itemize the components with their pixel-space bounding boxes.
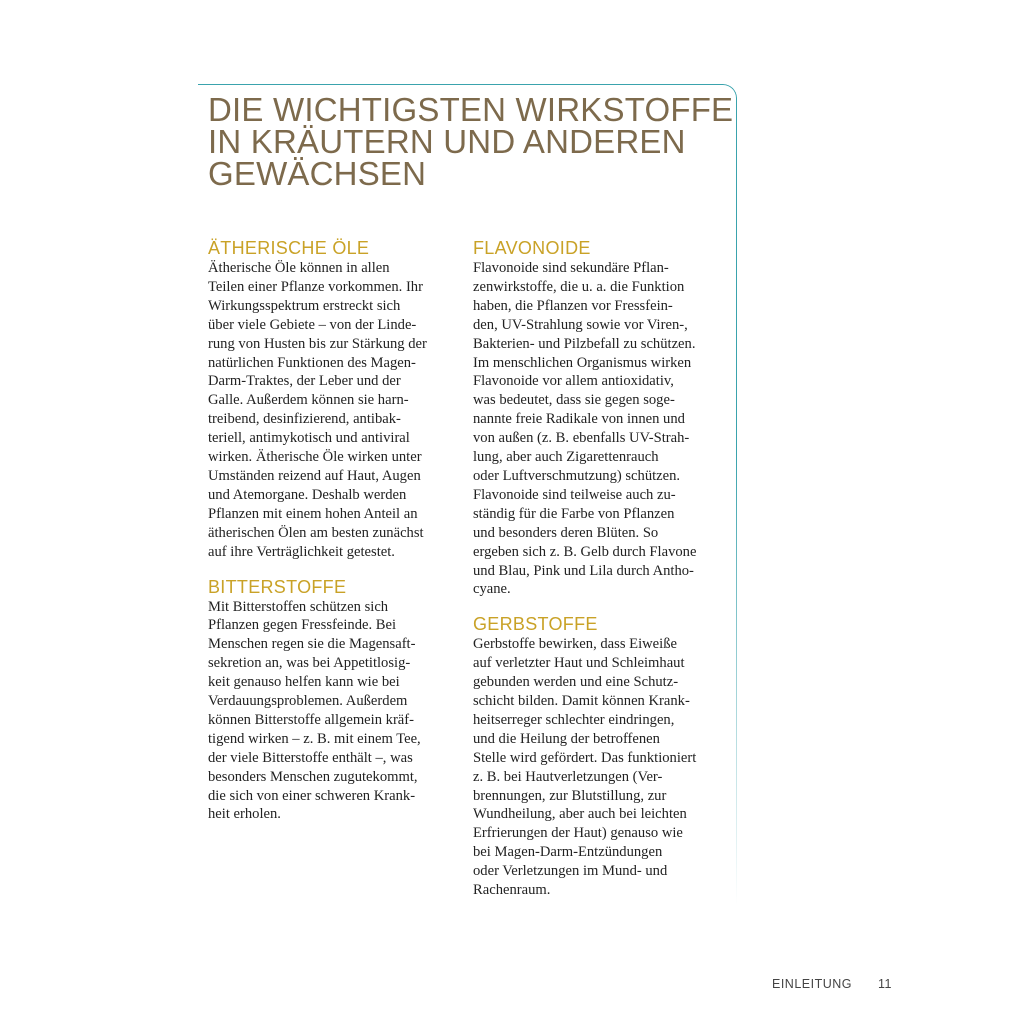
body-line: oder Luftverschmutzung) schützen. (473, 467, 681, 484)
section-body (208, 259, 458, 562)
body-line: Wirkungsspektrum erstreckt sich (208, 297, 401, 314)
body-line: rung von Husten bis zur Stärkung der (208, 335, 427, 352)
body-line: Teilen einer Pflanze vorkommen. Ihr (208, 278, 423, 295)
body-line: die sich von einer schweren Krank- (208, 787, 416, 804)
right-column (473, 237, 723, 914)
section-heading: FLAVONOIDE (473, 238, 591, 258)
body-line: über viele Gebiete – von der Linde- (208, 316, 417, 333)
body-line: natürlichen Funktionen des Magen- (208, 354, 416, 371)
body-line: und besonders deren Blüten. So (473, 524, 659, 541)
body-line: z. B. bei Hautverletzungen (Ver- (473, 768, 663, 785)
body-line: zenwirkstoffe, die u. a. die Funktion (473, 278, 685, 295)
body-line: tigend wirken – z. B. mit einem Tee, (208, 730, 421, 747)
body-line: bei Magen-Darm-Entzündungen (473, 844, 663, 861)
body-line: und die Heilung der betroffenen (473, 730, 660, 747)
body-line: Menschen regen sie die Magensaft- (208, 636, 416, 653)
body-line: keit genauso helfen kann wie bei (208, 674, 400, 691)
body-line: was bedeutet, dass sie gegen soge- (473, 392, 675, 409)
section-heading: BITTERSTOFFE (208, 576, 347, 597)
body-line: Wundheilung, aber auch bei leichten (473, 806, 687, 823)
section-flavonoide (473, 237, 723, 599)
page-title-line: GEWÄCHSEN (208, 155, 427, 192)
body-line: treibend, desinfizierend, antibak- (208, 411, 401, 428)
section-bitterstoffe (208, 576, 458, 825)
body-line: Pflanzen mit einem hohen Anteil an (208, 505, 418, 522)
body-line: Flavonoide sind teilweise auch zu- (473, 486, 676, 503)
body-line: nannte freie Radikale von innen und (473, 411, 685, 428)
body-line: auf ihre Verträglichkeit getestet. (208, 543, 395, 560)
section-gerbstoffe (473, 613, 723, 900)
body-line: auf verletzter Haut und Schleimhaut (473, 655, 685, 672)
left-column (208, 237, 458, 838)
body-line: sekretion an, was bei Appetitlosig- (208, 655, 411, 672)
footer-chapter: EINLEITUNG (772, 977, 853, 991)
body-line: Umständen reizend auf Haut, Augen (208, 467, 421, 484)
body-line: teriell, antimykotisch und antiviral (208, 430, 410, 447)
body-line: von außen (z. B. ebenfalls UV-Strah- (473, 430, 690, 447)
page-title-line: DIE WICHTIGSTEN WIRKSTOFFE (208, 91, 734, 128)
body-line: Flavonoide vor allem antioxidativ, (473, 373, 674, 390)
section-heading: ÄTHERISCHE ÖLE (208, 238, 370, 258)
body-line: schicht bilden. Damit können Krank- (473, 693, 690, 710)
body-line: oder Verletzungen im Mund- und (473, 863, 668, 880)
body-line: Ätherische Öle können in allen (208, 260, 390, 276)
body-line: Erfrierungen der Haut) genauso wie (473, 825, 683, 842)
section-heading: GERBSTOFFE (473, 614, 598, 635)
body-line: brennungen, zur Blutstillung, zur (473, 787, 667, 804)
body-line: lung, aber auch Zigarettenrauch (473, 449, 659, 466)
body-line: Flavonoide sind sekundäre Pflan- (473, 260, 669, 276)
body-line: können Bitterstoffe allgemein kräf- (208, 711, 415, 728)
section-body (473, 635, 723, 900)
body-line: Im menschlichen Organismus wirken (473, 354, 692, 371)
body-line: heitserreger schlechter eindringen, (473, 711, 675, 728)
body-line: Gerbstoffe bewirken, dass Eiweiße (473, 636, 677, 653)
body-line: ätherischen Ölen am besten zunächst (208, 524, 424, 541)
body-line: Verdauungsproblemen. Außerdem (208, 693, 408, 710)
body-line: Stelle wird gefördert. Das funktioniert (473, 749, 697, 766)
body-line: Pflanzen gegen Fressfeinde. Bei (208, 617, 397, 634)
body-line: ergeben sich z. B. Gelb durch Flavone (473, 543, 697, 560)
body-line: Galle. Außerdem können sie harn- (208, 392, 409, 409)
section-body (208, 598, 458, 825)
body-line: gebunden werden und eine Schutz- (473, 674, 679, 691)
body-line: heit erholen. (208, 806, 281, 823)
body-line: wirken. Ätherische Öle wirken unter (208, 449, 422, 466)
body-line: Bakterien- und Pilzbefall zu schützen. (473, 335, 696, 352)
body-line: der viele Bitterstoffe enthält –, was (208, 749, 413, 766)
page-footer (772, 977, 892, 991)
body-line: und Blau, Pink und Lila durch Antho- (473, 562, 694, 579)
body-line: haben, die Pflanzen vor Fressfein- (473, 297, 673, 314)
body-line: den, UV-Strahlung sowie vor Viren-, (473, 316, 688, 333)
body-line: besonders Menschen zugutekommt, (208, 768, 418, 785)
page-title-line: IN KRÄUTERN UND ANDEREN (208, 123, 686, 160)
body-line: cyane. (473, 581, 511, 598)
page-number: 11 (878, 977, 892, 991)
section-aetherische-oele (208, 237, 458, 562)
body-line: ständig für die Farbe von Pflanzen (473, 505, 675, 522)
section-body (473, 259, 723, 599)
body-line: Mit Bitterstoffen schützen sich (208, 598, 389, 615)
body-line: und Atemorgane. Deshalb werden (208, 486, 407, 503)
page-title (208, 91, 734, 192)
body-line: Darm-Traktes, der Leber und der (208, 373, 401, 390)
body-line: Rachenraum. (473, 882, 551, 899)
